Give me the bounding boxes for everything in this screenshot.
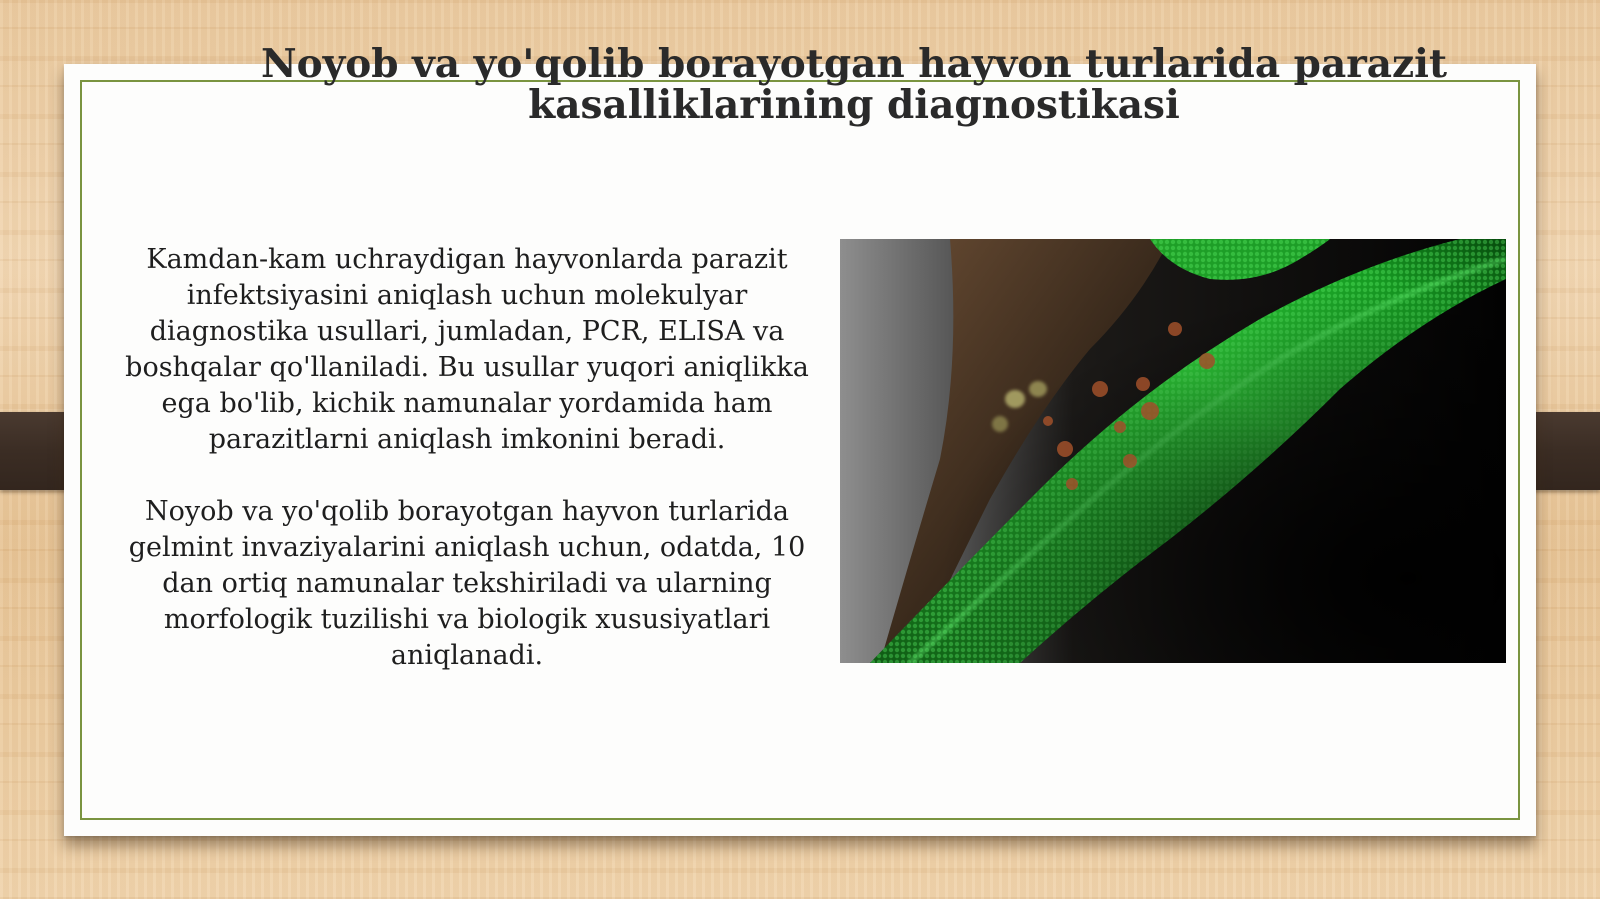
- paragraph-1: Kamdan-kam uchraydigan hayvonlarda parazit infektsiyasini aniqlash uchun molekulyar diagnostika usullari, jumladan, PCR, ELISA va boshqalar qo'llaniladi. Bu usullar yuqori aniqlikka ega bo'lib, kichik namunalar yordamida ham parazitlarni aniqlash imkonini beradi.: [125, 244, 809, 455]
- photo-illustration: [840, 239, 1506, 663]
- paragraph-2: Noyob va yo'qolib borayotgan hayvon turlarida gelmint invaziyalarini aniqlash uchun, odatda, 10 dan ortiq namunalar tekshiriladi va ularning morfologik tuzilishi va biologik xususiyatlari aniqlanadi.: [128, 496, 806, 671]
- body-text: [104, 242, 830, 674]
- title-line-2: kasalliklarining diagnostikasi: [528, 82, 1180, 128]
- slide-card: [64, 41, 1536, 836]
- lizard-skin-photo: [840, 239, 1506, 663]
- slide-title: [234, 41, 1474, 128]
- title-line-1: Noyob va yo'qolib borayotgan hayvon turlarida parazit: [260, 41, 1448, 87]
